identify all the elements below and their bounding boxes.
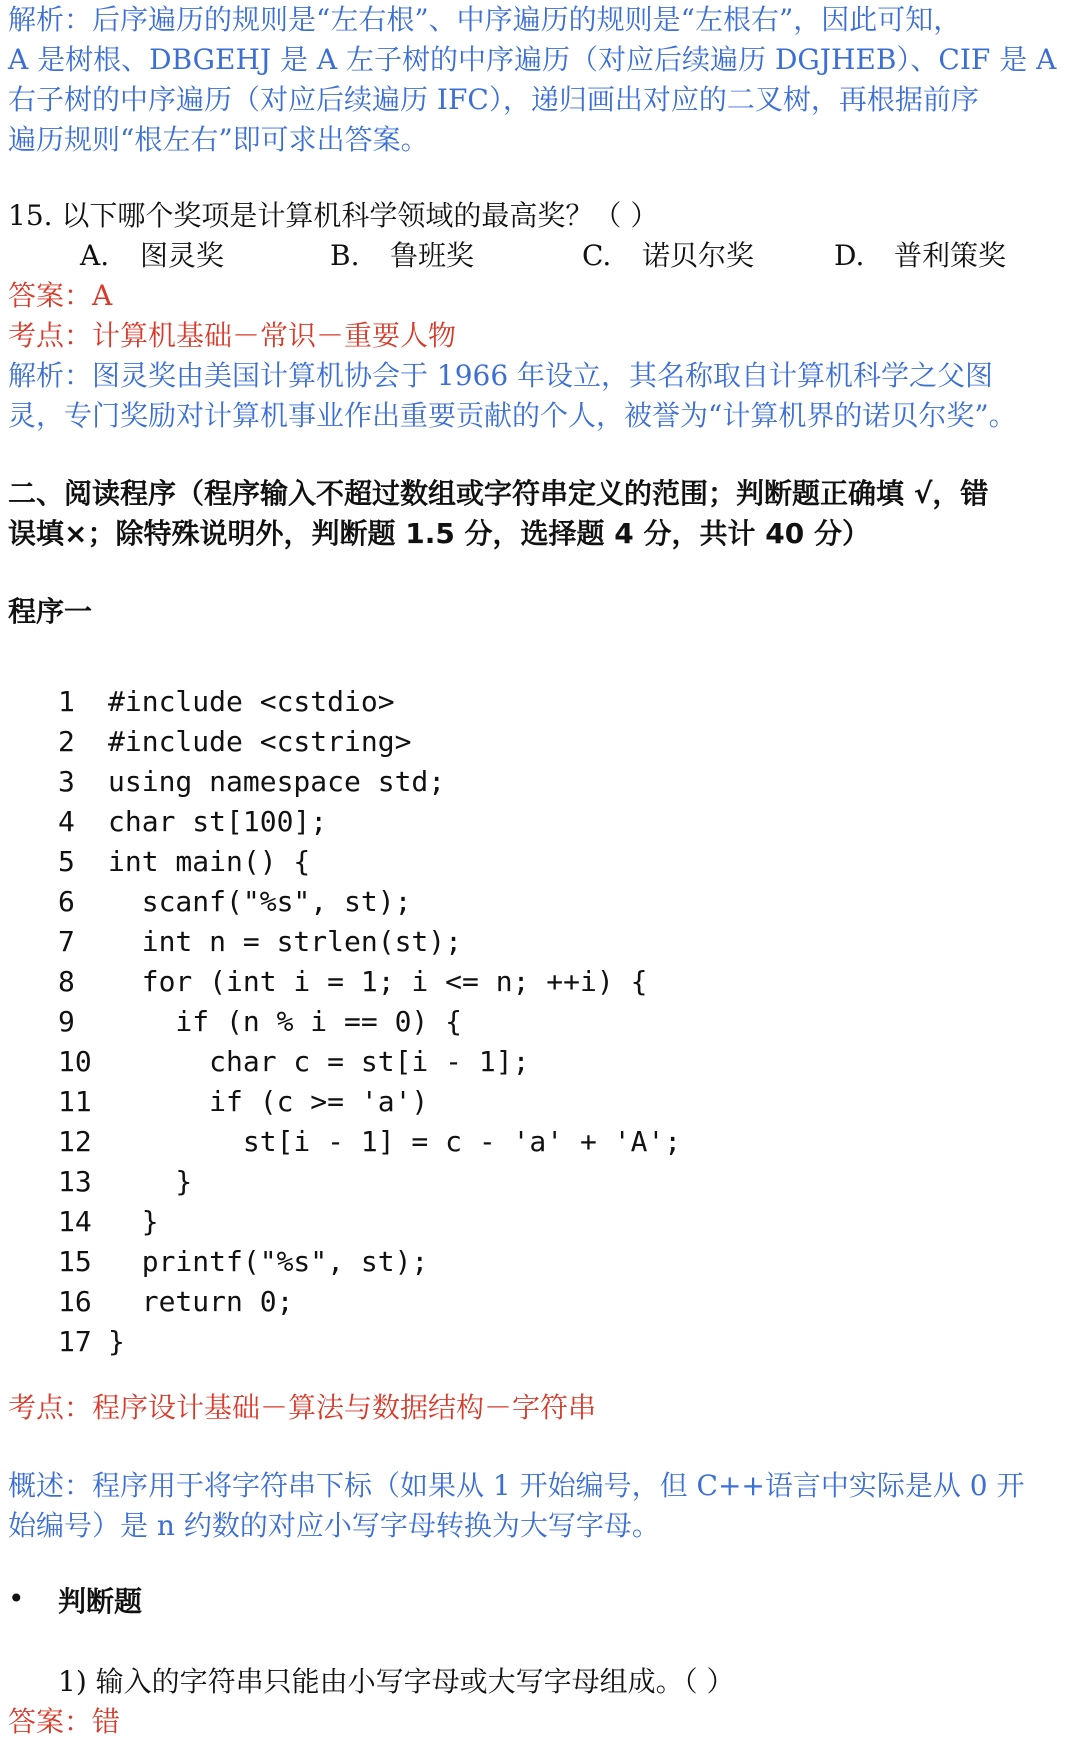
code-line: [58, 922, 681, 962]
code-text: using namespace std;: [108, 765, 446, 798]
explanation-line: 解析：后序遍历的规则是“左右根”、中序遍历的规则是“左根右”，因此可知，: [8, 3, 962, 36]
code-text: #include <cstdio>: [108, 685, 395, 718]
line-number: 12: [58, 1125, 92, 1158]
code-line: [58, 1242, 681, 1282]
code-line: [58, 1042, 681, 1082]
line-number: 17: [58, 1325, 92, 1358]
code-text: int main() {: [108, 845, 311, 878]
q15-explanation-line: 解析：图灵奖由美国计算机协会于 1966 年设立，其名称取自计算机科学之父图: [8, 359, 994, 392]
q15-point: 考点：计算机基础－常识－重要人物: [8, 319, 457, 352]
code-line: [58, 1202, 681, 1242]
code-text: #include <cstring>: [108, 725, 412, 758]
question-15: 15. 以下哪个奖项是计算机科学领域的最高奖？（ ）: [8, 199, 659, 232]
line-number: 11: [58, 1085, 92, 1118]
q15-explanation-line: 灵，专门奖励对计算机事业作出重要贡献的个人，被誉为“计算机界的诺贝尔奖”。: [8, 399, 1017, 432]
code-text: if (c >= 'a'): [108, 1085, 429, 1118]
code-text: char c = st[i - 1];: [108, 1045, 530, 1078]
summary-line: 概述：程序用于将字符串下标（如果从 1 开始编号，但 C++语言中实际是从 0 开: [8, 1469, 1025, 1502]
option-c-text: 诺贝尔奖: [642, 239, 755, 272]
section-heading-line: 二、阅读程序（程序输入不超过数组或字符串定义的范围；判断题正确填 √，错: [8, 477, 989, 510]
code-text: for (int i = 1; i <= n; ++i) {: [108, 965, 648, 998]
code-line: [58, 802, 681, 842]
line-number: 3: [58, 765, 75, 798]
code-text: scanf("%s", st);: [108, 885, 412, 918]
code-text: }: [108, 1205, 159, 1238]
option-d-text: 普利策奖: [894, 239, 1007, 272]
code-block: [58, 682, 681, 1362]
code-text: }: [108, 1325, 125, 1358]
line-number: 6: [58, 885, 75, 918]
option-b-text: 鲁班奖: [390, 239, 475, 272]
q15-options: [0, 236, 1080, 276]
q15-answer: 答案：A: [8, 279, 113, 312]
code-line: [58, 1322, 681, 1362]
explanation-line: 遍历规则“根左右”即可求出答案。: [8, 123, 429, 156]
judge-heading: 判断题: [58, 1585, 143, 1618]
option-a-text: 图灵奖: [140, 239, 225, 272]
section-heading-line: 误填×；除特殊说明外，判断题 1.5 分，选择题 4 分，共计 40 分）: [8, 517, 871, 550]
bullet-icon: •: [8, 1582, 25, 1615]
code-line: [58, 1122, 681, 1162]
code-line: [58, 1002, 681, 1042]
program-point: 考点：程序设计基础－算法与数据结构－字符串: [8, 1391, 597, 1424]
code-line: [58, 842, 681, 882]
code-text: if (n % i == 0) {: [108, 1005, 463, 1038]
line-number: 4: [58, 805, 75, 838]
code-line: [58, 722, 681, 762]
judge-question-1: 1) 输入的字符串只能由小写字母或大写字母组成。（ ）: [58, 1665, 735, 1698]
code-text: char st[100];: [108, 805, 328, 838]
line-number: 10: [58, 1045, 92, 1078]
code-line: [58, 1082, 681, 1122]
line-number: 1: [58, 685, 75, 718]
line-number: 9: [58, 1005, 75, 1038]
code-line: [58, 1162, 681, 1202]
summary-line: 始编号）是 n 约数的对应小写字母转换为大写字母。: [8, 1509, 660, 1542]
line-number: 14: [58, 1205, 92, 1238]
line-number: 15: [58, 1245, 92, 1278]
program-title: 程序一: [8, 595, 93, 628]
code-text: int n = strlen(st);: [108, 925, 463, 958]
code-text: printf("%s", st);: [108, 1245, 429, 1278]
line-number: 7: [58, 925, 75, 958]
code-text: return 0;: [108, 1285, 294, 1318]
code-text: }: [108, 1165, 193, 1198]
option-d-letter: D.: [834, 239, 865, 272]
code-text: st[i - 1] = c - 'a' + 'A';: [108, 1125, 682, 1158]
option-b-letter: B.: [330, 239, 360, 272]
code-line: [58, 962, 681, 1002]
judge-answer-1: 答案：错: [8, 1705, 121, 1738]
line-number: 5: [58, 845, 75, 878]
code-line: [58, 682, 681, 722]
code-line: [58, 1282, 681, 1322]
option-c-letter: C.: [582, 239, 612, 272]
code-line: [58, 762, 681, 802]
line-number: 8: [58, 965, 75, 998]
explanation-line: 右子树的中序遍历（对应后续遍历 IFC），递归画出对应的二叉树，再根据前序: [8, 83, 979, 116]
option-a-letter: A.: [80, 239, 110, 272]
explanation-line: A 是树根、DBGEHJ 是 A 左子树的中序遍历（对应后续遍历 DGJHEB）、CIF 是 A: [8, 43, 1057, 76]
line-number: 16: [58, 1285, 92, 1318]
line-number: 13: [58, 1165, 92, 1198]
line-number: 2: [58, 725, 75, 758]
code-line: [58, 882, 681, 922]
